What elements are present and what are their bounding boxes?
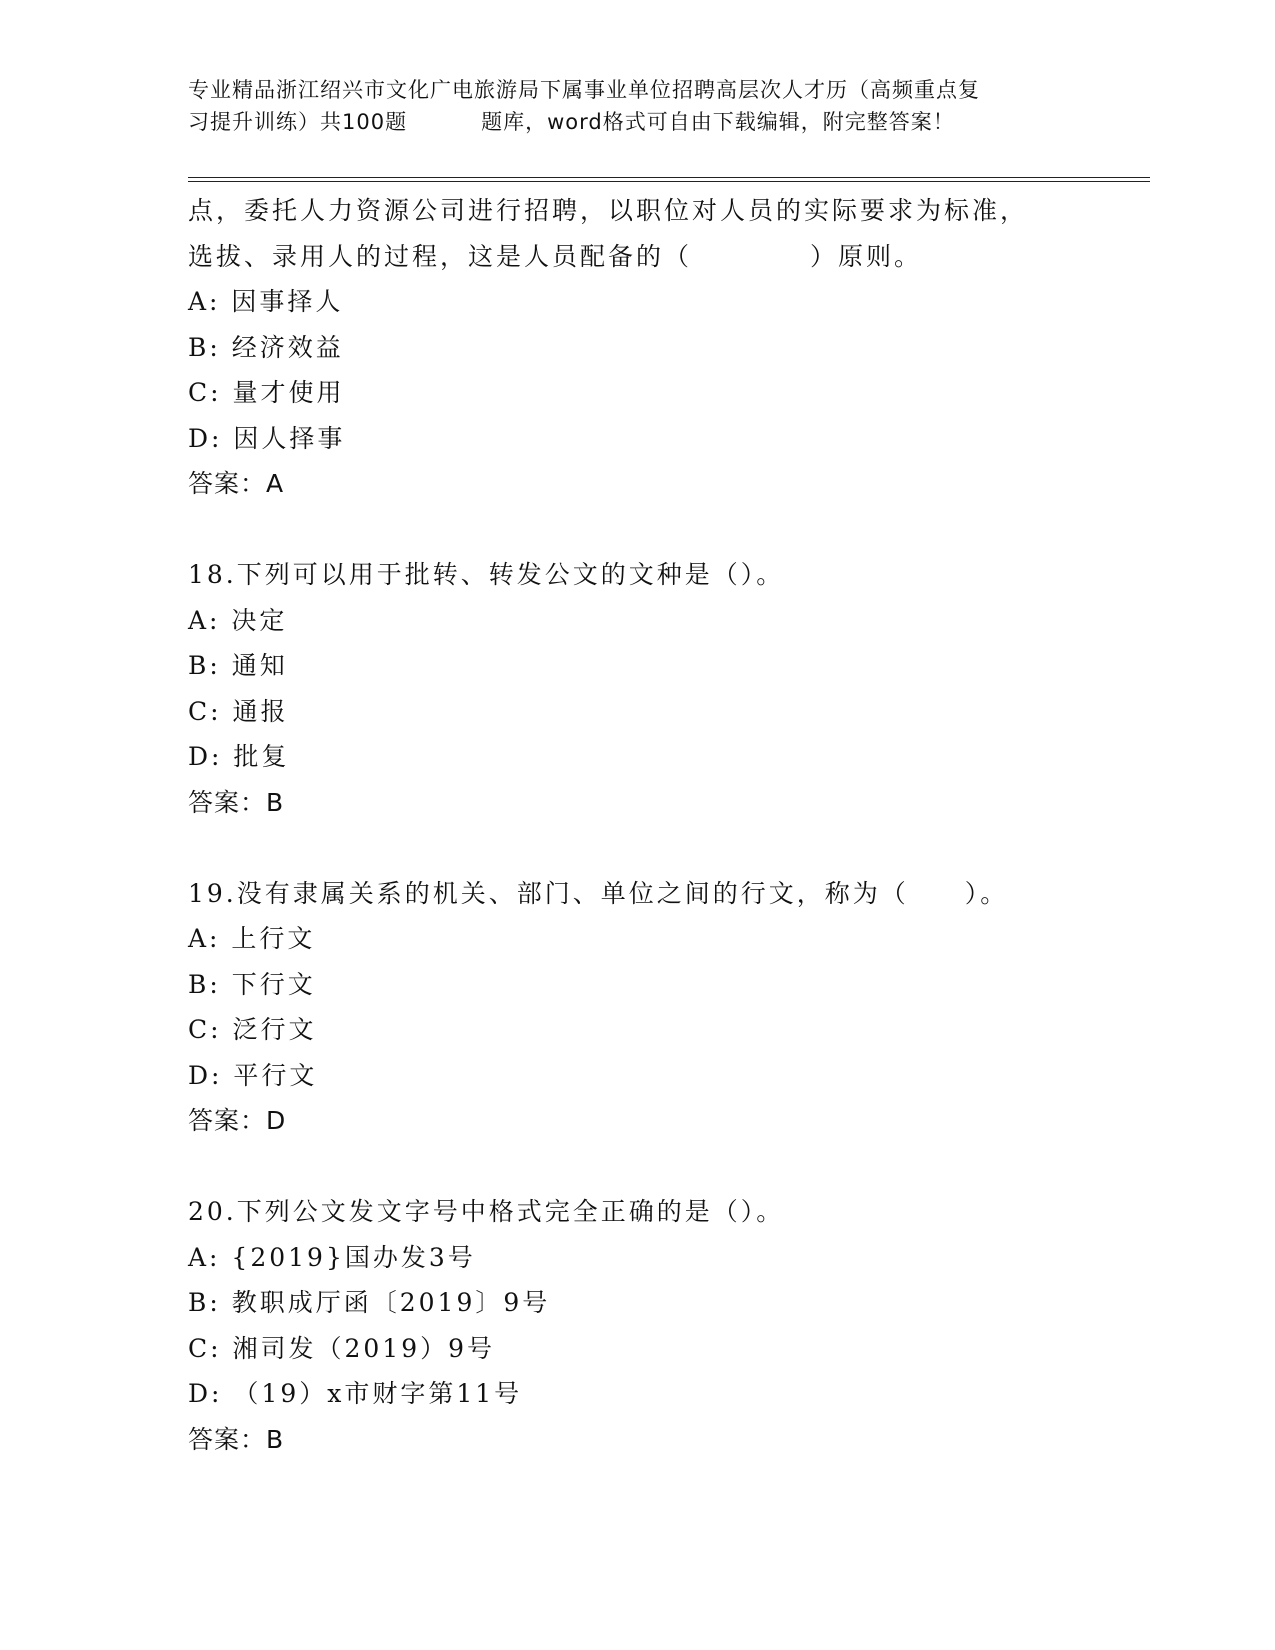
question-stem: 19.没有隶属关系的机关、部门、单位之间的行文，称为（ ）。 bbox=[188, 878, 1009, 908]
answer: 答案：B bbox=[188, 787, 285, 817]
option-a: A: 因事择人 bbox=[188, 287, 344, 316]
answer: 答案：A bbox=[188, 469, 285, 498]
option-c: C: 量才使用 bbox=[188, 378, 345, 407]
option-c: C: 湘司发（2019）9号 bbox=[188, 1333, 496, 1363]
option-b: B: 教职成厅函〔2019〕9号 bbox=[188, 1288, 551, 1317]
option-b: B: 通知 bbox=[188, 651, 288, 680]
option-a: A: {2019}国办发3号 bbox=[188, 1242, 476, 1272]
question-19 bbox=[188, 871, 1148, 1144]
option-d: D: （19）x市财字第11号 bbox=[188, 1379, 523, 1408]
question-stem-part: 选拔、录用人的过程，这是人员配备的（ bbox=[188, 241, 693, 271]
option-d: D: 批复 bbox=[188, 742, 290, 771]
answer: 答案：B bbox=[188, 1424, 285, 1454]
question-stem-part: ）原则。 bbox=[810, 241, 923, 271]
question-stem bbox=[188, 234, 1148, 280]
header-line-2-part-2: 题库，word格式可自由下载编辑，附完整答案！ bbox=[481, 110, 955, 134]
question-20 bbox=[188, 1189, 1148, 1462]
question-stem: 20.下列公文发文字号中格式完全正确的是（）。 bbox=[188, 1197, 785, 1226]
option-d: D: 平行文 bbox=[188, 1060, 318, 1090]
header-divider-top bbox=[188, 177, 1150, 178]
option-b: B: 经济效益 bbox=[188, 332, 344, 362]
question-17 bbox=[188, 188, 1148, 507]
header-divider-bottom bbox=[188, 181, 1150, 182]
option-a: A: 上行文 bbox=[188, 924, 316, 953]
option-c: C: 泛行文 bbox=[188, 1015, 317, 1044]
header-line-2 bbox=[188, 106, 1088, 138]
question-stem: 18.下列可以用于批转、转发公文的文种是（）。 bbox=[188, 560, 785, 589]
page-header bbox=[188, 74, 1088, 138]
option-c: C: 通报 bbox=[188, 696, 289, 726]
option-a: A: 决定 bbox=[188, 605, 288, 635]
header-line-2-part-1: 习提升训练）共100题 bbox=[188, 110, 408, 134]
option-b: B: 下行文 bbox=[188, 969, 316, 999]
answer: 答案：D bbox=[188, 1106, 287, 1135]
question-list bbox=[188, 188, 1148, 1462]
header-line-1: 专业精品浙江绍兴市文化广电旅游局下属事业单位招聘高层次人才历（高频重点复 bbox=[188, 78, 980, 102]
option-d: D: 因人择事 bbox=[188, 423, 346, 453]
question-18 bbox=[188, 552, 1148, 825]
question-stem: 点，委托人力资源公司进行招聘，以职位对人员的实际要求为标准， bbox=[188, 196, 1029, 225]
